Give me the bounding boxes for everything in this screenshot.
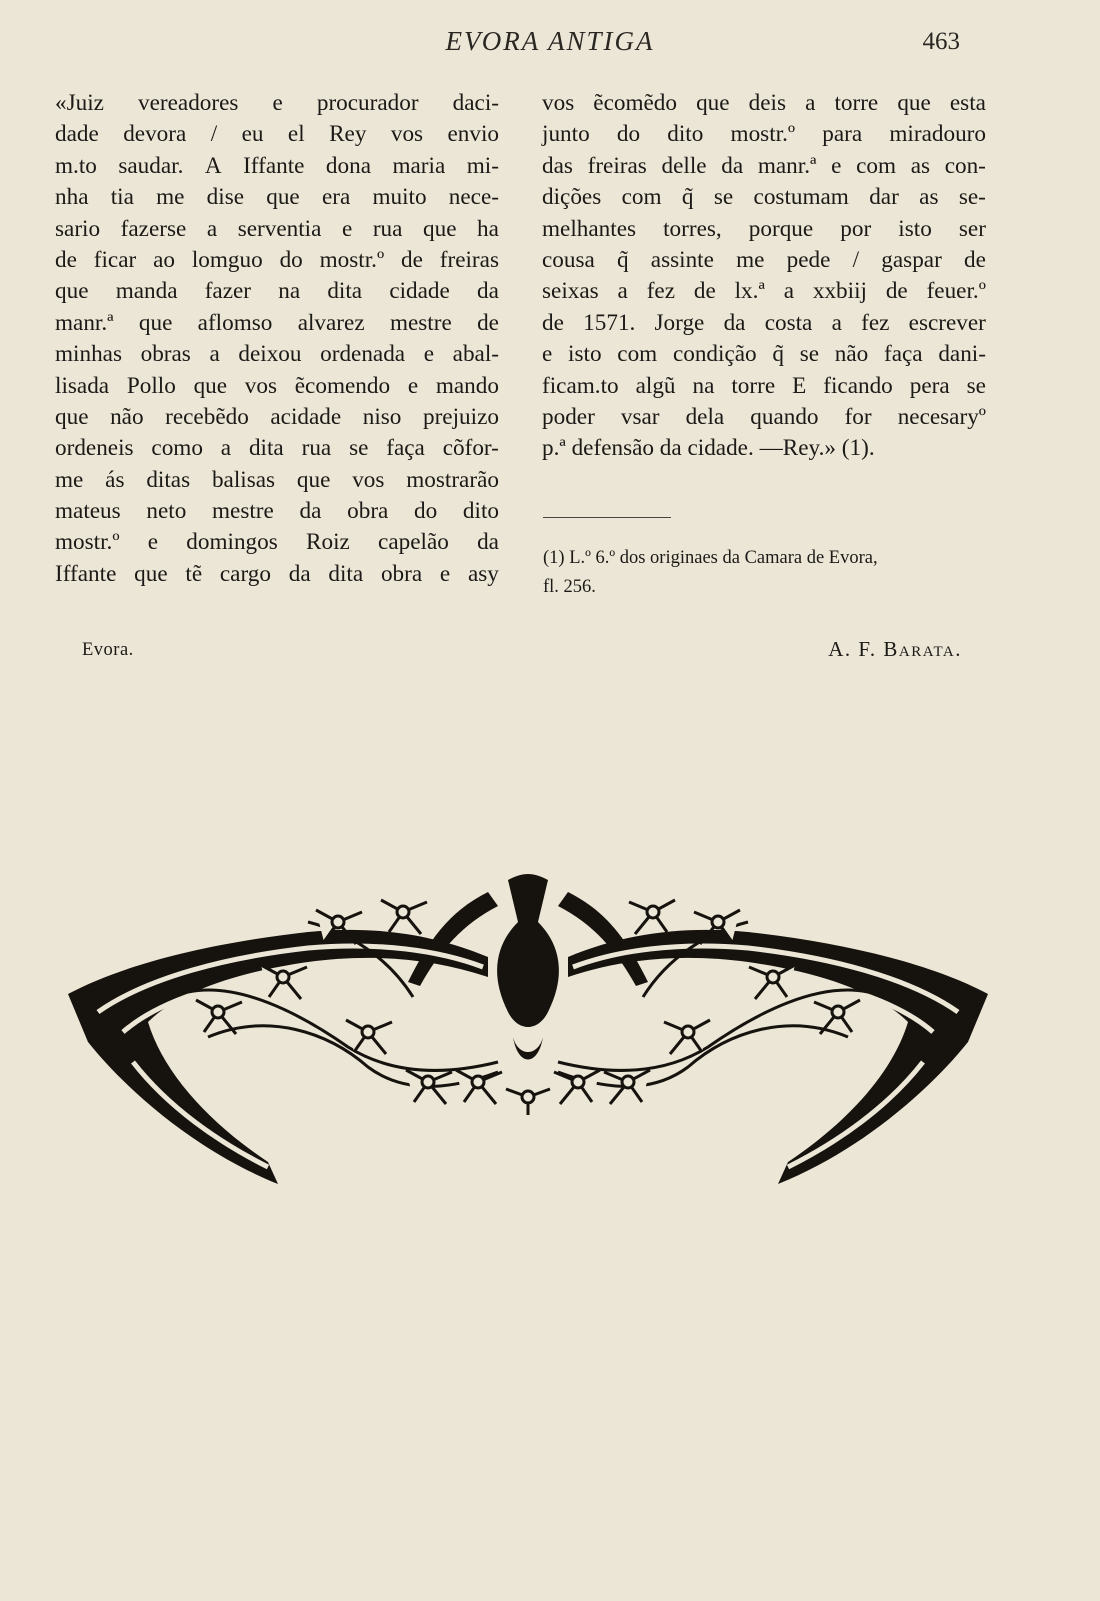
text-line: poder vsar dela quando for necesaryº [542, 403, 986, 430]
text-line: ordeneis como a dita rua se faça cõfor- [55, 435, 499, 462]
footnote-rule [543, 517, 671, 518]
text-line: dade devora / eu el Rey vos envio [55, 121, 499, 148]
text-line: minhas obras a deixou ordenada e abal- [55, 341, 499, 368]
running-head [0, 26, 1100, 66]
text-line: «Juiz vereadores e procurador daci- [55, 90, 499, 116]
text-line: e isto com condição q̃ se não faça dani- [542, 341, 986, 368]
text-line: cousa q̃ assinte me pede / gaspar de [542, 246, 986, 273]
text-line: me ás ditas balisas que vos mostrarão [55, 466, 499, 493]
signature-author: A. F. Barata. [828, 637, 962, 661]
right-text-column [542, 88, 986, 465]
text-line: melhantes torres, porque por isto ser [542, 215, 986, 242]
text-line: sario fazerse a serventia e rua que ha [55, 215, 499, 242]
text-line: nha tia me dise que era muito nece- [55, 184, 499, 211]
text-line: lisada Pollo que vos ẽcomendo e mando [55, 372, 499, 399]
text-line: das freiras delle da manr.ª e com as con- [542, 152, 986, 179]
running-title: EVORA ANTIGA [445, 26, 655, 56]
text-line: que não recebẽdo acidade niso prejuizo [55, 403, 499, 430]
text-line: manr.ª que aflomso alvarez mestre de [55, 309, 499, 336]
text-line: junto do dito mostr.º para miradouro [542, 121, 986, 148]
footnote-line: fl. 256. [543, 577, 596, 597]
footnote-line: (1) L.º 6.º dos originaes da Camara de Evora, [543, 548, 878, 568]
art-nouveau-tailpiece-icon [68, 862, 988, 1192]
text-line: dições com q̃ se costumam dar as se- [542, 184, 986, 211]
footnote [543, 544, 993, 602]
text-line: vos ẽcomẽdo que deis a torre que esta [542, 90, 986, 116]
text-line: Iffante que tẽ cargo da dita obra e asy [55, 560, 499, 587]
text-line: p.ª defensão da cidade. —Rey.» (1). [542, 435, 875, 462]
text-line: de ficar ao lomguo do mostr.º de freiras [55, 246, 499, 273]
text-line: de 1571. Jorge da costa a fez escrever [542, 309, 986, 336]
left-text-column [55, 88, 499, 590]
text-line: m.to saudar. A Iffante dona maria mi- [55, 152, 499, 179]
text-line: seixas a fez de lx.ª a xxbiij de feuer.º [542, 278, 986, 305]
text-line: que manda fazer na dita cidade da [55, 278, 499, 305]
page-number: 463 [922, 28, 960, 55]
text-line: ficam.to algũ na torre E ficando pera se [542, 372, 986, 399]
text-line: mostr.º e domingos Roiz capelão da [55, 529, 499, 556]
text-line: mateus neto mestre da obra do dito [55, 498, 499, 525]
signature-place: Evora. [82, 640, 134, 660]
